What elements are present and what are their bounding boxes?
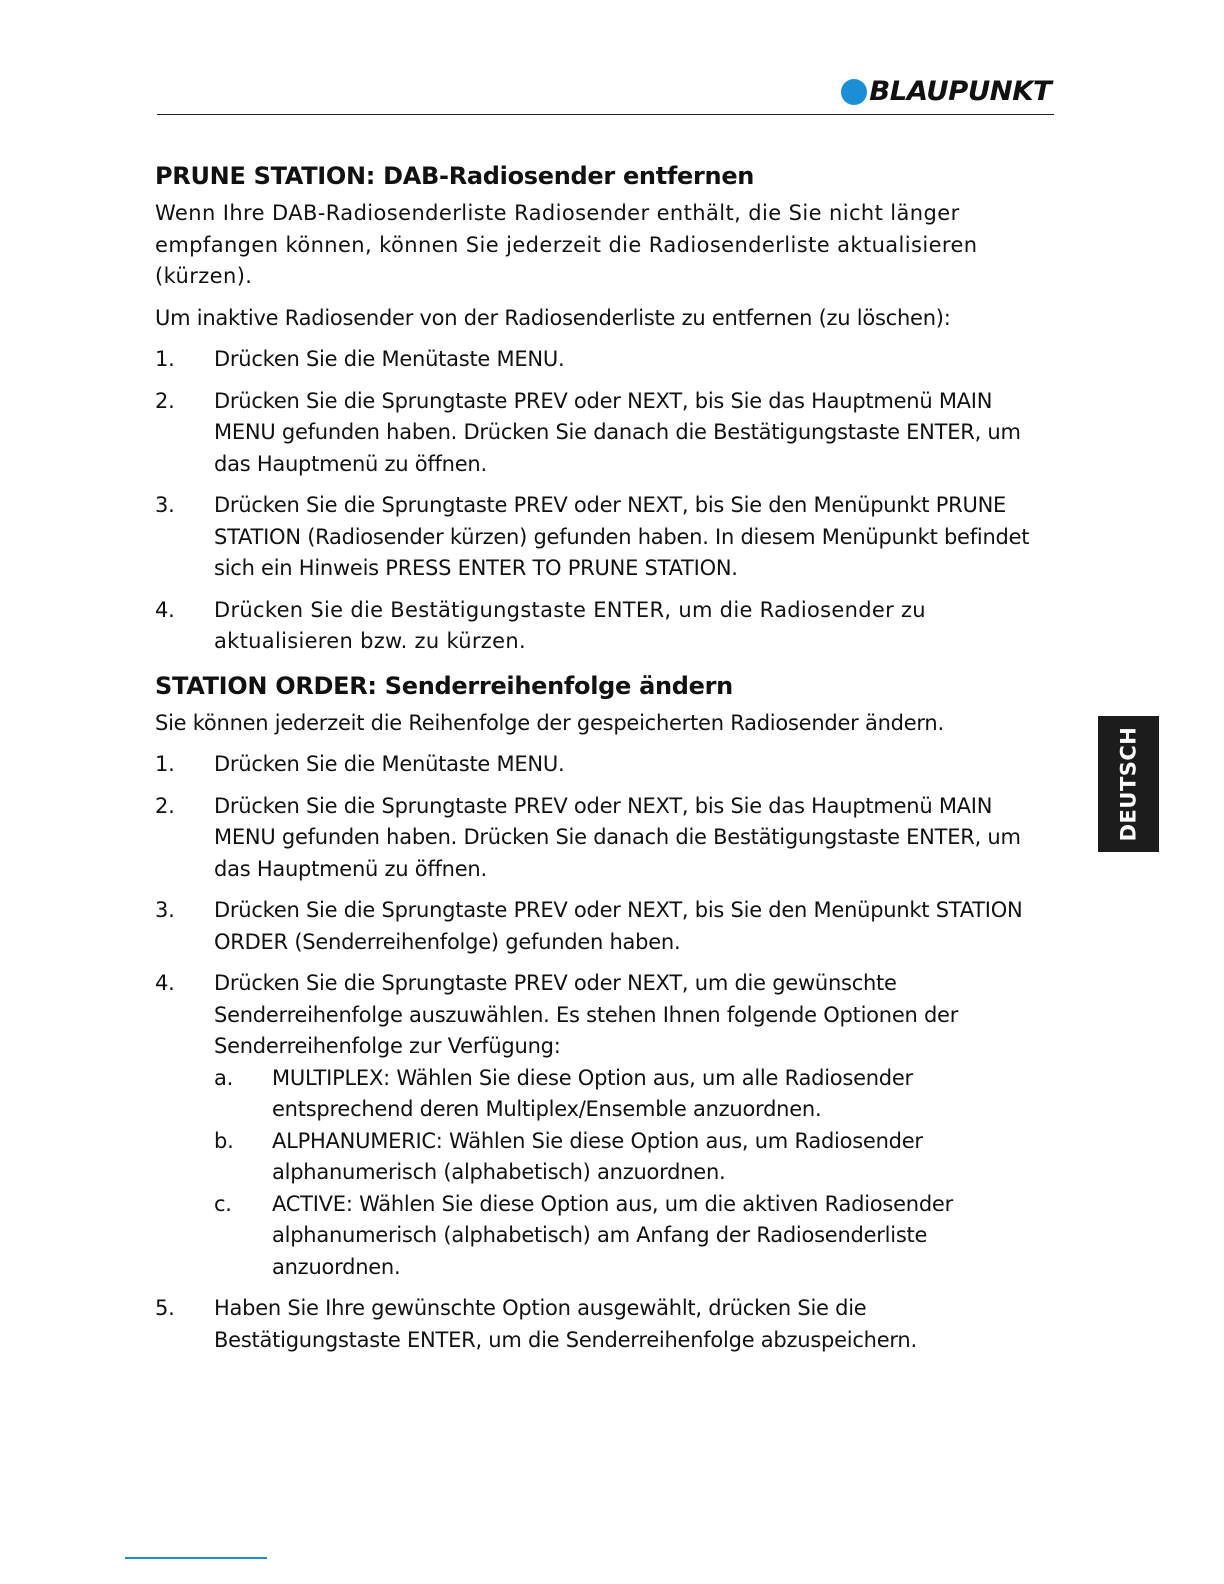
section-intro-station-order: Sie können jederzeit die Reihenfolge der gespeicherten Radiosender ändern. <box>155 710 944 735</box>
station-order-section <box>155 670 1055 1357</box>
option-letter: a. <box>214 1065 234 1090</box>
option-item <box>214 1063 1055 1126</box>
list-item <box>155 490 1055 585</box>
step-text: Drücken Sie die Sprungtaste PREV oder NEXT, bis Sie den Menüpunkt STATION ORDER (Senderreihenfolge) gefunden haben. <box>214 898 1023 954</box>
step-number: 5. <box>155 1296 175 1320</box>
section-intro-prune-station: Wenn Ihre DAB-Radiosenderliste Radiosender enthält, die Sie nicht länger empfangen können, können Sie jederzeit die Radiosenderliste aktualisieren (kürzen). <box>155 201 978 288</box>
list-item <box>155 1293 1055 1356</box>
option-text: ACTIVE: Wählen Sie diese Option aus, um die aktiven Radiosender alphanumerisch (alphabetisch) am Anfang der Radiosenderliste anzuordnen. <box>272 1191 953 1279</box>
step-text: Drücken Sie die Sprungtaste PREV oder NEXT, bis Sie das Hauptmenü MAIN MENU gefunden haben. Drücken Sie danach die Bestätigungstaste ENTER, um das Hauptmenü zu öffnen. <box>214 388 1021 476</box>
option-item <box>214 1189 1055 1284</box>
step-number: 4. <box>155 597 175 622</box>
section-lead-prune-station: Um inaktive Radiosender von der Radiosenderliste zu entfernen (zu löschen): <box>155 305 951 330</box>
section-title-station-order: STATION ORDER: Senderreihenfolge ändern <box>155 671 733 700</box>
language-tab-label: DEUTSCH <box>1116 726 1141 842</box>
list-item <box>155 386 1055 481</box>
option-letter: b. <box>214 1128 234 1153</box>
step-text: Drücken Sie die Menütaste MENU. <box>214 347 565 371</box>
step-text: Drücken Sie die Sprungtaste PREV oder NEXT, um die gewünschte Senderreihenfolge auszuwählen. Es stehen Ihnen folgende Optionen der Senderreihenfolge zur Verfügung: <box>214 971 959 1058</box>
brand-name: BLAUPUNKT <box>869 76 1052 107</box>
step-text: Drücken Sie die Sprungtaste PREV oder NEXT, bis Sie das Hauptmenü MAIN MENU gefunden haben. Drücken Sie danach die Bestätigungstaste ENTER, um das Hauptmenü zu öffnen. <box>214 793 1021 881</box>
list-item <box>155 749 1055 781</box>
prune-station-steps <box>155 344 1055 658</box>
step-number: 3. <box>155 493 175 517</box>
option-item <box>214 1126 1055 1189</box>
step-number: 2. <box>155 388 175 413</box>
step-text: Haben Sie Ihre gewünschte Option ausgewählt, drücken Sie die Bestätigungstaste ENTER, um die Senderreihenfolge abzuspeichern. <box>214 1296 917 1352</box>
step-number: 4. <box>155 971 175 995</box>
page-header <box>157 72 1054 115</box>
step-number: 2. <box>155 793 175 818</box>
language-tab <box>1098 716 1159 852</box>
list-item <box>155 895 1055 958</box>
option-text: ALPHANUMERIC: Wählen Sie diese Option aus, um Radiosender alphanumerisch (alphabetisch) anzuordnen. <box>272 1128 923 1184</box>
step-number: 1. <box>155 752 175 776</box>
step-number: 3. <box>155 898 175 922</box>
step-text: Drücken Sie die Bestätigungstaste ENTER, um die Radiosender zu aktualisieren bzw. zu kürzen. <box>214 597 926 653</box>
step-number: 1. <box>155 347 175 371</box>
option-letter: c. <box>214 1191 232 1216</box>
step-text: Drücken Sie die Sprungtaste PREV oder NEXT, bis Sie den Menüpunkt PRUNE STATION (Radiosender kürzen) gefunden haben. In diesem Menüpunkt befindet sich ein Hinweis PRESS ENTER TO PRUNE STATION. <box>214 493 1030 580</box>
footer-divider <box>125 1557 267 1559</box>
station-order-steps <box>155 749 1055 1356</box>
option-text: MULTIPLEX: Wählen Sie diese Option aus, um alle Radiosender entsprechend deren Multiplex/Ensemble anzuordnen. <box>272 1065 913 1121</box>
logo-dot-icon <box>841 79 867 105</box>
list-item <box>155 968 1055 1283</box>
manual-content <box>155 160 1055 1366</box>
step-body <box>214 968 1055 1283</box>
step-text: Drücken Sie die Menütaste MENU. <box>214 752 565 776</box>
brand-logo <box>841 76 1050 107</box>
list-item <box>155 791 1055 886</box>
list-item <box>155 344 1055 376</box>
list-item <box>155 595 1055 658</box>
section-title-prune-station: PRUNE STATION: DAB-Radiosender entfernen <box>155 162 755 190</box>
